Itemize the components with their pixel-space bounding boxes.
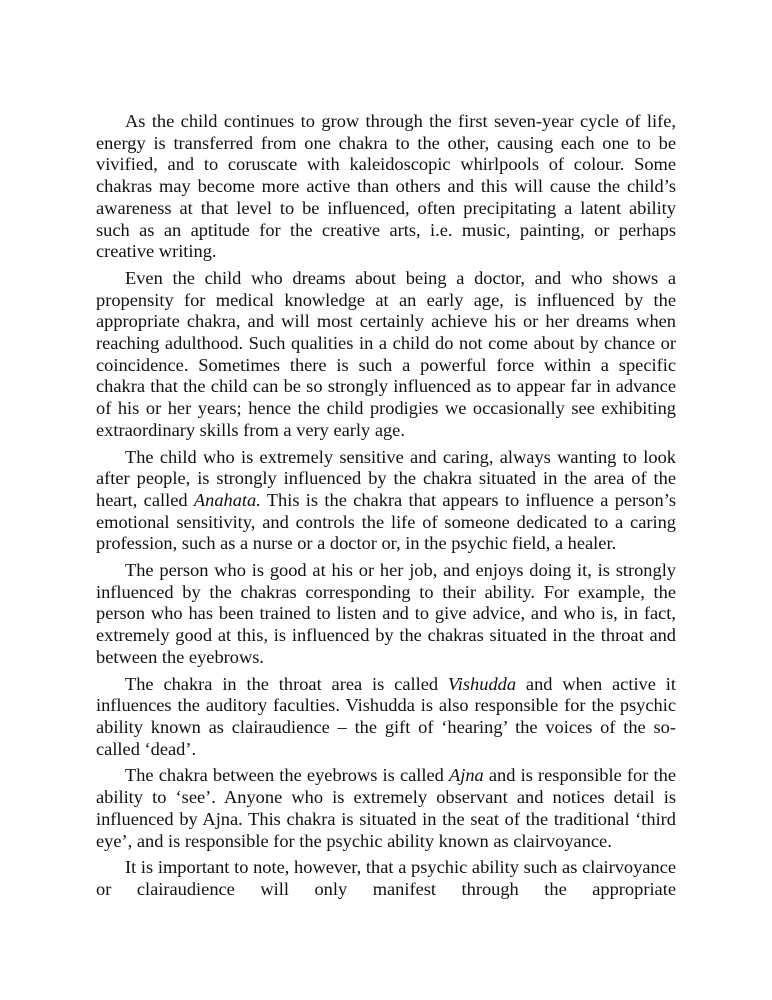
page-body [96,111,676,906]
paragraph-ability-chakras: The person who is good at his or her job, and enjoys doing it, is strongly influenced by the chakras corresponding to their ability. For example, the person who has been trained to listen and to give advice, and who is, in fact, extremely good at this, is influenced by the chakras situated in the throat and between the eyebrows. [96,560,676,667]
paragraph-psychic-ability-note: It is important to note, however, that a psychic ability such as clairvoyance or clairaudience will only manifest through the appropriate [96,857,676,899]
paragraph-child-prodigies: Even the child who dreams about being a doctor, and who shows a propensity for medical knowledge at an early age, is influenced by the appropriate chakra, and will most certainly achieve his or her dreams when reaching adulthood. Such qualities in a child do not come about by chance or coincidence. Sometimes there is such a powerful force within a specific chakra that the child can be so strongly influenced as to appear far in advance of his or her years; hence the child prodigies we occasionally see exhibiting extraordinary skills from a very early age. [96,267,676,440]
paragraph-vishudda-text-end: and when active it influences the auditory faculties. Vishudda is also responsible for the psychic ability known as clairaudience – the gift of ‘hearing’ the voices of the so-called ‘dead’. [96,673,676,759]
paragraph-anahata-text-end: This is the chakra that appears to influence a person’s emotional sensitivity, and controls the life of someone dedicated to a caring profession, such as a nurse or a doctor or, in the psychic field, a healer. [96,489,676,554]
paragraph-anahata-text-start: The child who is extremely sensitive and caring, always wanting to look after people, is strongly influenced by the chakra situated in the area of the heart, called [96,446,676,510]
paragraph-creative-abilities: As the child continues to grow through the first seven-year cycle of life, energy is transferred from one chakra to the other, causing each one to be vivified, and to coruscate with kaleidoscopic whirlpools of colour. Some chakras may become more active than others and this will cause the child’s awareness at that level to be influenced, often precipitating a latent ability such as an aptitude for the creative arts, i.e. music, painting, or perhaps creative writing. [96,111,676,262]
term-ajna: Ajna [449,765,484,786]
paragraph-vishudda [96,674,676,761]
term-vishudda: Vishudda [447,673,517,694]
paragraph-ajna-text-end: and is responsible for the ability to ‘see’. Anyone who is extremely observant and notices detail is influenced by Ajna. This chakra is situated in the seat of the traditional ‘third eye’, and is responsible for the psychic ability known as clairvoyance. [96,765,676,851]
paragraph-ajna-text-start: The chakra between the eyebrows is called [125,765,450,786]
paragraph-anahata [96,447,676,556]
paragraph-ajna [96,765,676,852]
term-anahata: Anahata. [193,489,261,510]
paragraph-vishudda-text-start: The chakra in the throat area is called [125,673,448,694]
